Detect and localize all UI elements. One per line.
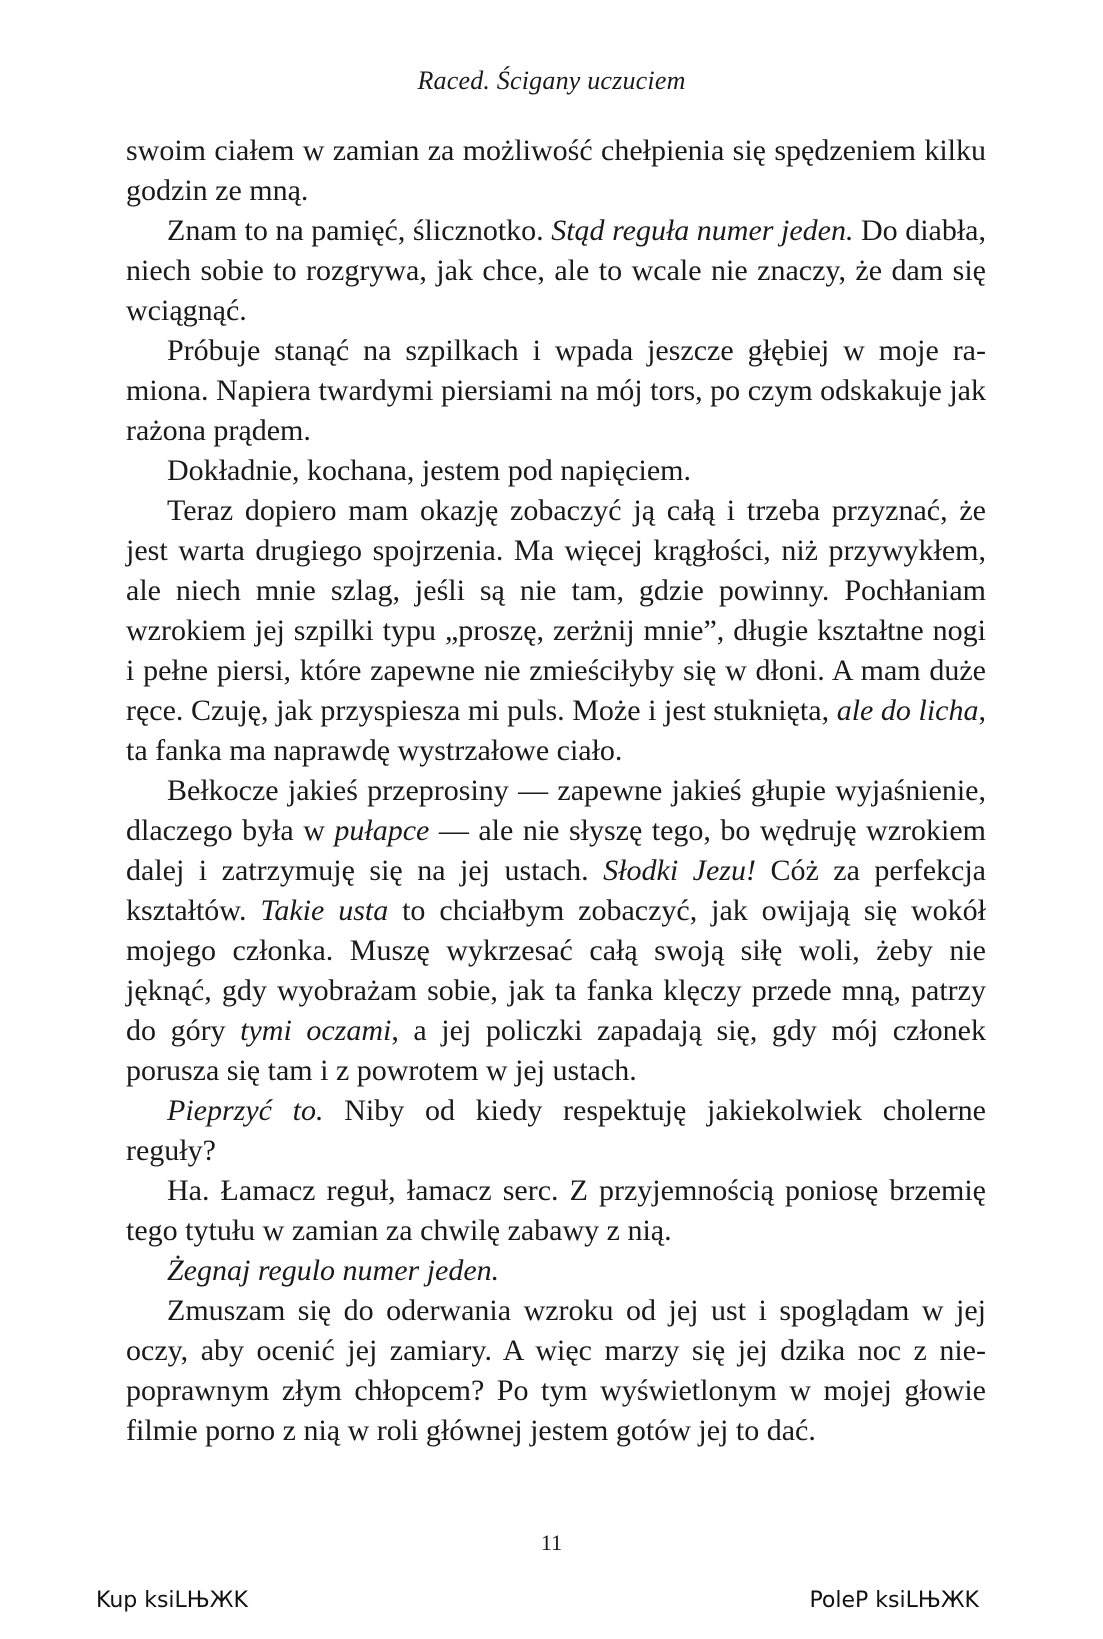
running-header: Raced. Ścigany uczuciem xyxy=(417,66,686,95)
text-run: Próbuje stanąć na szpilkach i wpada jeszcze głębiej w moje ramiona. Napiera twardymi piersiami na mój tors, po czym odskakuje jak rażona prądem. xyxy=(126,334,986,447)
italic-text: Słodki Jezu! xyxy=(603,854,756,887)
recommend-book-link[interactable]: PoleP ksiLЊЖK xyxy=(809,1588,979,1613)
italic-text: Żegnaj regulo numer jeden. xyxy=(167,1254,500,1287)
paragraph xyxy=(126,211,986,331)
text-run: Niby od kiedy respektuję jakiekolwiek cholerne reguły? xyxy=(126,1094,986,1167)
paragraph xyxy=(126,131,986,211)
paragraph xyxy=(126,1251,986,1291)
italic-text: pułapce xyxy=(334,814,430,847)
text-run: Teraz dopiero mam okazję zobaczyć ją całą i trzeba przyznać, że jest warta drugiego spojrzenia. Ma więcej krągłości, niż przywykłem, ale niech mnie szlag, jeśli są nie tam, gdzie powinny. Pochłaniam wzrokiem jej szpilki typu „proszę, zerżnij mnie”, długie kształtne nogi i pełne piersi, które zapewne nie zmieściłyby się w dłoni. A mam duże ręce. Czuję, jak przyspiesza mi puls. Może i jest stuknięta, xyxy=(126,494,986,727)
paragraph xyxy=(126,451,986,491)
paragraph xyxy=(126,1291,986,1451)
text-run: swoim ciałem w zamian za możliwość chełpienia się spędzeniem kilku godzin ze mną. xyxy=(126,134,986,207)
text-run: Ha. Łamacz reguł, łamacz serc. Z przyjemnością poniosę brzemię tego tytułu w zamian za chwilę zabawy z nią. xyxy=(126,1174,986,1247)
buy-book-link[interactable]: Kup ksiLЊЖK xyxy=(96,1588,248,1613)
italic-text: Stąd reguła numer jeden. xyxy=(551,214,854,247)
paragraph xyxy=(126,1171,986,1251)
italic-text: Pieprzyć to. xyxy=(167,1094,324,1127)
text-run: Bełkocze jakieś przeprosiny — zapewne jakieś głupie wyjaśnienie, dlaczego była w xyxy=(126,774,986,847)
body-text xyxy=(126,131,986,1451)
text-run: — ale nie słyszę tego, bo wędruję wzrokiem dalej i zatrzymuję się na jej ustach. xyxy=(126,814,986,887)
text-run: , ta fanka ma naprawdę wystrzałowe ciało. xyxy=(126,694,987,767)
text-run: Cóż za perfekcja kształtów. xyxy=(126,854,986,927)
italic-text: tymi oczami xyxy=(240,1014,392,1047)
italic-text: Takie usta xyxy=(260,894,389,927)
text-run: , a jej policzki zapadają się, gdy mój członek porusza się tam i z powrotem w jej ustach. xyxy=(126,1014,987,1087)
paragraph xyxy=(126,1091,986,1171)
text-run: Zmuszam się do oderwania wzroku od jej ust i spoglądam w jej oczy, aby ocenić jej zamiary. A więc marzy się jej dzika noc z niepoprawnym złym chłopcem? Po tym wyświetlonym w mojej głowie filmie porno z nią w roli głównej jestem gotów jej to dać. xyxy=(126,1294,986,1447)
text-run: Znam to na pamięć, ślicznotko. xyxy=(167,214,552,247)
text-run: Do diabła, niech sobie to rozgrywa, jak chce, ale to wcale nie znaczy, że dam się wciągnąć. xyxy=(126,214,986,327)
paragraph xyxy=(126,491,986,771)
text-run: to chciałbym zobaczyć, jak owijają się wokół mojego członka. Muszę wykrzesać całą swoją siłę woli, żeby nie jęknąć, gdy wyobrażam sobie, jak ta fanka klęczy przede mną, patrzy do góry xyxy=(126,894,987,1047)
page-number: 11 xyxy=(540,1530,563,1555)
italic-text: ale do licha xyxy=(836,694,979,727)
paragraph xyxy=(126,331,986,451)
text-run: Dokładnie, kochana, jestem pod napięciem. xyxy=(167,454,691,487)
paragraph xyxy=(126,771,986,1091)
